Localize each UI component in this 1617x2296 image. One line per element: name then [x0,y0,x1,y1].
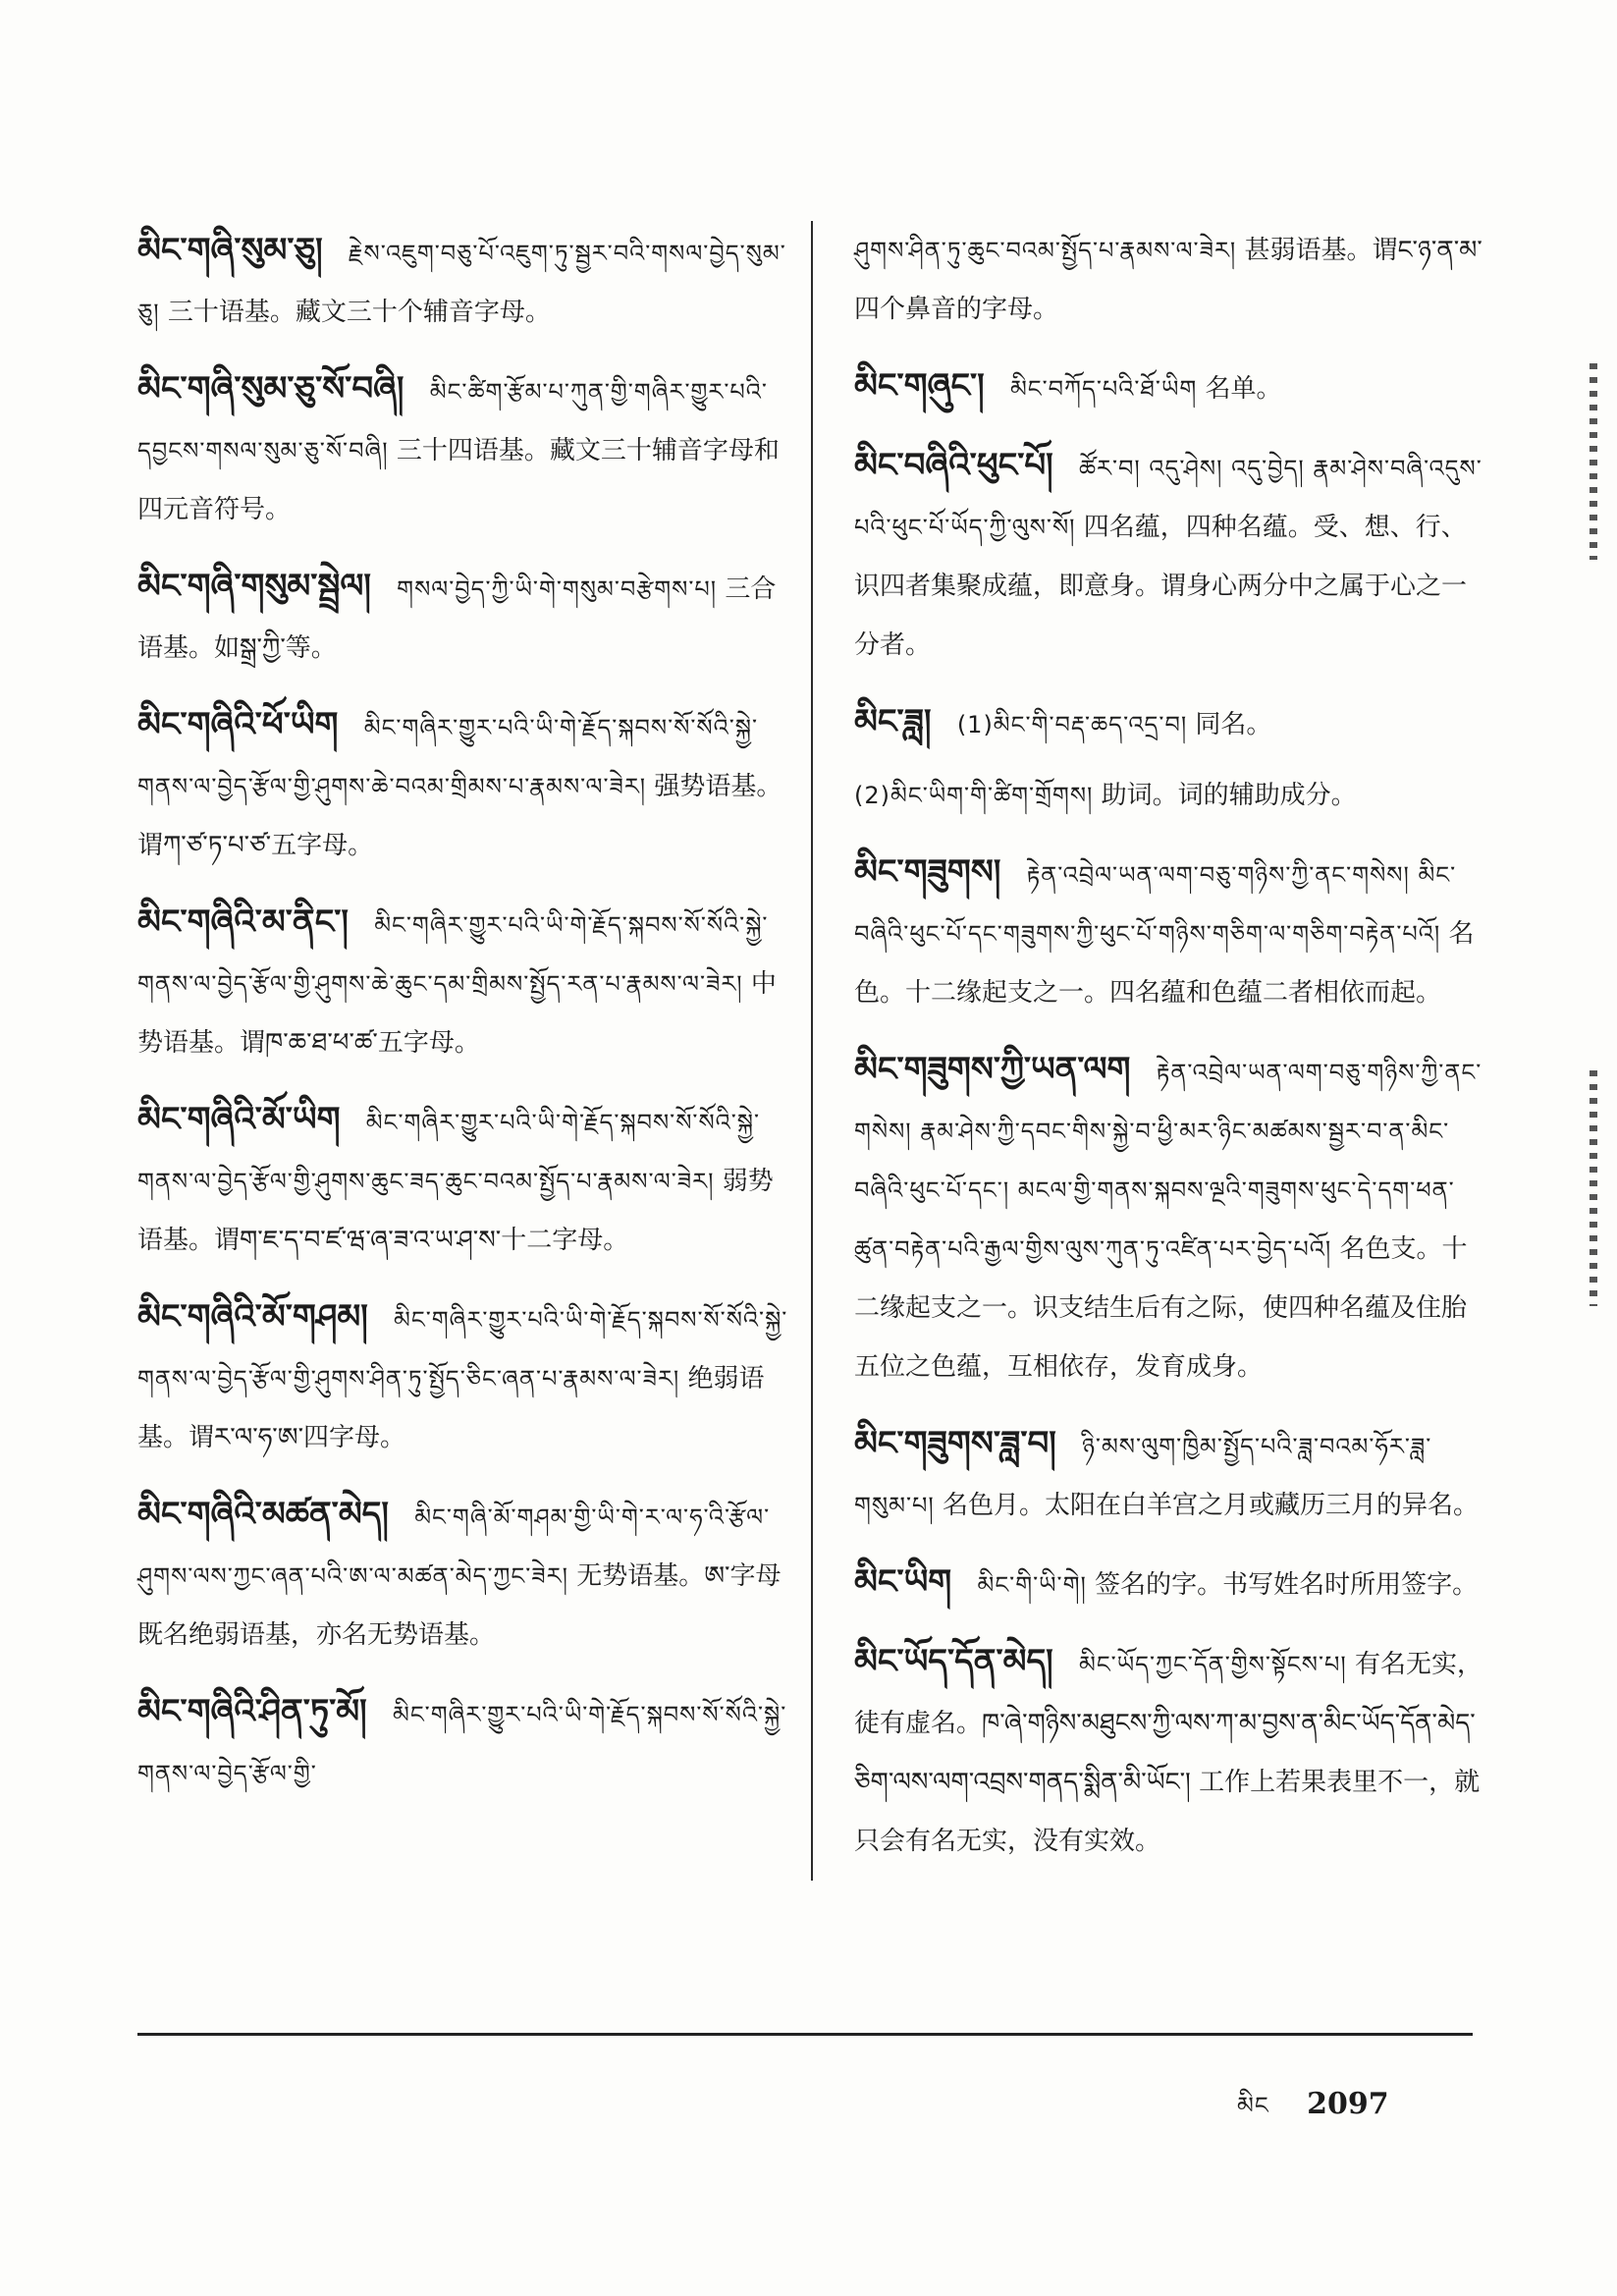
entry-chinese-definition: 甚弱语基。谓ང་ཉ་ན་མ་四个鼻音的字母。 [854,236,1482,324]
left-column [137,221,790,1821]
entry-chinese-definition: 三十四语基。藏文三十辅音字母和四元音符号。 [137,436,780,524]
scan-edge-marks [1590,363,1597,560]
entry-chinese-definition: 名色支。十二缘起支之一。识支结生后有之际，使四种名蕴及住胎五位之色蕴，互相依存，发育成身。 [854,1234,1468,1382]
entry-chinese-definition: 三十语基。藏文三十个辅音字母。 [167,298,551,327]
entry-chinese-definition: 助词。词的辅助成分。 [1101,781,1357,810]
entry-chinese-definition: 同名。 [1195,710,1272,739]
entry-chinese-definition: 有名无实，徒有虚名。ཁ་ཞེ་གཉིས་མཐུངས་ཀྱི་ལས་ཀ་མ་བྱས་ན་མིང་ཡོད་དོན་མེད་ཅིག་ལས་ལག་འབྲས་གནད་སྨིན་མི་ཡོང་། 工作上若果表里不一，就只会有名无实，没有实效。 [854,1650,1483,1856]
entry-headword: མིང་བཞིའི་ཕུང་པོ། [854,446,1053,485]
dictionary-entry [137,1287,790,1467]
entry-headword: མིང་གཞིའི་མོ་གཤམ། [137,1297,368,1337]
entry-headword: མིང་གཟུགས། [854,852,1001,892]
entry-headword: མིང་གཞིའི་མོ་ཡིག [137,1100,341,1139]
running-head: མིང [1237,2092,1269,2119]
entry-headword: མིང་གཟུགས་ཀྱི་ཡན་ལག [854,1050,1131,1089]
entry-tibetan-definition: མིང་གི་ཡི་གེ། [977,1571,1087,1599]
entry-tibetan-definition: མིང་བཀོད་པའི་ཐོ་ཡིག [1009,375,1198,403]
entry-tibetan-definition: ཚོར་བ། འདུ་ཤེས། འདུ་བྱེད། རྣམ་ཤེས་བཞི་འདུས་པའི་ཕུང་པོ་ཡོད་ཀྱི་ལུས་སོ། [854,455,1482,541]
entry-headword: མིང་ཡིག [854,1562,952,1602]
dictionary-entry [854,843,1482,1022]
entry-tibetan-definition: མིང་ཚིག་རྩོམ་པ་ཀུན་གྱི་གཞིར་གྱུར་པའི་དབྱངས་གསལ་སུམ་ཅུ་སོ་བཞི། [137,378,768,465]
dictionary-entry [854,692,1482,754]
scan-edge-marks [1590,1070,1597,1306]
dictionary-entry [137,221,790,342]
dictionary-entry [854,436,1482,675]
entry-headword: མིང་ཟླ། [854,702,932,741]
entry-chinese-definition: 名色月。太阳在白羊宫之月或藏历三月的异名。 [942,1491,1479,1520]
dictionary-entry [854,1040,1482,1396]
dictionary-entry-continued [854,221,1482,339]
entry-chinese-definition: 弱势语基。谓ག་ཇ་ད་བ་ཛ་ཝ་ཞ་ཟ་འ་ཡ་ཤ་ས་十二字母。 [137,1167,774,1255]
entry-headword: མིང་གཞི་གསུམ་སྦྲེལ། [137,567,371,606]
entry-chinese-definition: 名色。十二缘起支之一。四名蕴和色蕴二者相依而起。 [854,919,1475,1008]
entry-chinese-definition: 名单。 [1205,374,1282,404]
entry-tibetan-definition: མིང་གཞིར་གྱུར་པའི་ཡི་གེ་རྗོད་སྐབས་སོ་སོའི་སྐྱེ་གནས་ལ་བྱེད་རྩོལ་གྱི་ཤུགས་ཆེ་ཆུང་དམ་གྲིམས་སྤྱོད་རན་པ་རྣམས་ལ་ཟེར། [137,911,769,998]
dictionary-entry [854,356,1482,418]
dictionary-entry [137,695,790,875]
entry-chinese-definition: 四名蕴，四种名蕴。受、想、行、识四者集聚成蕴，即意身。谓身心两分中之属于心之一分者。 [854,513,1468,660]
entry-tibetan-definition: (1)མིང་གི་བརྡ་ཆད་འདྲ་བ། [956,711,1188,738]
entry-headword: མིང་གཞུང་། [854,366,985,406]
dictionary-entry [854,1632,1482,1871]
entry-tibetan-definition: མིང་ཡོད་ཀྱང་དོན་གྱིས་སྟོངས་པ། [1078,1651,1347,1678]
dictionary-entry [137,1682,790,1803]
dictionary-sense [854,766,1482,825]
entry-headword: མིང་ཡོད་དོན་མེད། [854,1642,1053,1681]
entry-headword: མིང་གཞིའི་ཤིན་ཏུ་མོ། [137,1692,367,1731]
entry-tibetan-definition: རྟེན་འབྲེལ་ཡན་ལག་བཅུ་གཉིས་ཀྱི་ནང་གསེས། མིང་བཞིའི་ཕུང་པོ་དང་གཟུགས་ཀྱི་ཕུང་པོ་གཉིས་གཅིག་ལ་གཅིག་བརྟེན་པའོ། [854,861,1457,948]
entry-chinese-definition: 无势语基。ཨ་字母既名绝弱语基，亦名无势语基。 [137,1561,782,1650]
page-number: 2097 [1307,2087,1389,2121]
column-divider [811,221,813,1881]
entry-tibetan-definition: མིང་གཞི་མོ་གཤམ་གྱི་ཡི་གེ་ར་ལ་ཧ་འི་རྩོལ་ཤུགས་ལས་ཀྱང་ཞན་པའི་ཨ་ལ་མཚན་མེད་ཀྱང་ཟེར། [137,1503,771,1590]
dictionary-entry [137,359,790,539]
dictionary-entry [137,1485,790,1665]
entry-chinese-definition: 中势语基。谓ཁ་ཆ་ཐ་ཕ་ཚ་五字母。 [137,969,777,1058]
entry-headword: མིང་གཞི་སུམ་ཅུ་སོ་བཞི། [137,369,404,409]
entry-tibetan-definition: མིང་གཞིར་གྱུར་པའི་ཡི་གེ་རྗོད་སྐབས་སོ་སོའི་སྐྱེ་གནས་ལ་བྱེད་རྩོལ་གྱི་ཤུགས་ཤིན་ཏུ་སྤྱོད་ཅིང་ཞན་པ་རྣམས་ལ་ཟེར། [137,1306,788,1393]
dictionary-entry [137,557,790,678]
entry-tibetan-definition: མིང་གཞིར་གྱུར་པའི་ཡི་གེ་རྗོད་སྐབས་སོ་སོའི་སྐྱེ་གནས་ལ་བྱེད་རྩོལ་གྱི་ [137,1701,787,1787]
entry-tibetan-definition: ཤུགས་ཤིན་ཏུ་ཆུང་བའམ་སྤྱོད་པ་རྣམས་ལ་ཟེར། [854,237,1237,264]
entry-tibetan-definition: གསལ་བྱེད་ཀྱི་ཡི་གེ་གསུམ་བརྩེགས་པ། [397,575,718,603]
entry-headword: མིང་གཞིའི་མ་ནིང་། [137,902,349,942]
entry-tibetan-definition: རྟེན་འབྲེལ་ཡན་ལག་བཅུ་གཉིས་ཀྱི་ནང་གསེས། རྣམ་ཤེས་ཀྱི་དབང་གིས་སྐྱེ་བ་ཕྱི་མར་ཉིང་མཚམས་སྦྱར་བ་ན་མིང་བཞིའི་ཕུང་པོ་དང་། མངལ་གྱི་གནས་སྐབས་ལྔའི་གཟུགས་ཕུང་དེ་དག་ཕན་ཚུན་བརྟེན་པའི་རྒྱལ་གྱིས་ལུས་ཀུན་ཏུ་འཛིན་པར་བྱེད་པའོ། [854,1059,1482,1263]
right-column [854,221,1482,1888]
dictionary-entry [137,1090,790,1270]
entry-headword: མིང་གཞིའི་མཚན་མེད། [137,1495,389,1534]
footer-rule [137,2033,1473,2036]
entry-headword: མིང་གཟུགས་ཟླ་བ། [854,1424,1056,1463]
entry-chinese-definition: 绝弱语基。谓ར་ལ་ཧ་ཨ་四字母。 [137,1364,765,1452]
page-footer [1237,2080,1389,2146]
entry-tibetan-definition: (2)མིང་ཡིག་གི་ཚིག་གྲོགས། [854,782,1094,809]
entry-tibetan-definition: མིང་གཞིར་གྱུར་པའི་ཡི་གེ་རྗོད་སྐབས་སོ་སོའི་སྐྱེ་གནས་ལ་བྱེད་རྩོལ་གྱི་ཤུགས་ཆེ་བའམ་གྲིམས་པ་རྣམས་ལ་ཟེར། [137,714,758,800]
dictionary-entry [854,1414,1482,1535]
dictionary-entry [854,1553,1482,1614]
entry-tibetan-definition: མིང་གཞིར་གྱུར་པའི་ཡི་གེ་རྗོད་སྐབས་སོ་སོའི་སྐྱེ་གནས་ལ་བྱེད་རྩོལ་གྱི་ཤུགས་ཆུང་ཟད་ཆུང་བའམ་སྤྱོད་པ་རྣམས་ལ་ཟེར། [137,1109,761,1195]
entry-headword: མིང་གཞིའི་ཕོ་ཡིག [137,705,339,744]
dictionary-entry [137,893,790,1072]
entry-chinese-definition: 签名的字。书写姓名时所用签字。 [1095,1570,1479,1600]
entry-chinese-definition: 强势语基。谓ཀ་ཙ་ཏ་པ་ཙ་五字母。 [137,772,782,860]
entry-chinese-definition: 三合语基。如སྒྲ་ཀྱི་等。 [137,574,777,663]
entry-headword: མིང་གཞི་སུམ་ཅུ། [137,231,323,270]
entry-tibetan-definition: ཉི་མས་ལུག་ཁྱིམ་སྤྱོད་པའི་ཟླ་བའམ་ཧོར་ཟླ་གསུམ་པ། [854,1433,1432,1519]
entry-tibetan-definition: རྗེས་འཇུག་བཅུ་པོ་འཇུག་ཏུ་སྦྱར་བའི་གསལ་བྱེད་སུམ་ཅུ། [137,240,786,326]
